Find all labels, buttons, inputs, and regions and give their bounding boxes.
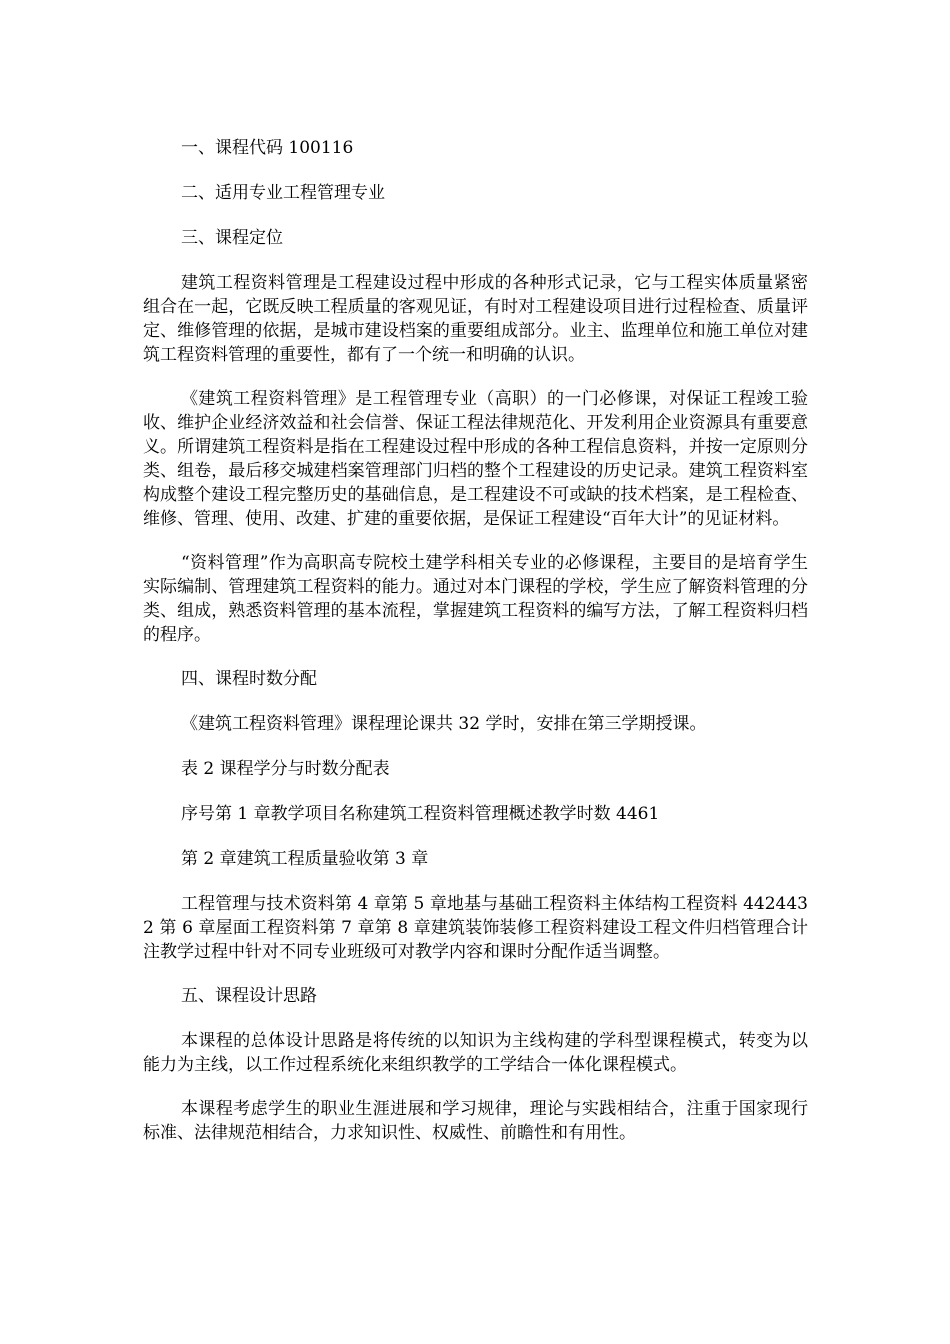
table-caption: 表 2 课程学分与时数分配表 — [181, 759, 390, 779]
body-paragraph: 本课程考虑学生的职业生涯进展和学习规律，理论与实践相结合，注重于国家现行标准、法律规范相结合，力求知识性、权威性、前瞻性和有用性。 — [143, 1099, 808, 1143]
section-heading-major: 二、适用专业工程管理专业 — [181, 183, 385, 203]
section-heading-positioning: 三、课程定位 — [181, 228, 283, 248]
section-heading-design: 五、课程设计思路 — [181, 986, 317, 1006]
body-paragraph: “资料管理”作为高职高专院校土建学科相关专业的必修课程，主要目的是培育学生实际编制、管理建筑工程资料的能力。通过对本门课程的学校，学生应了解资料管理的分类、组成，熟悉资料管理的基本流程，掌握建筑工程资料的编写方法，了解工程资料归档的程序。 — [143, 553, 808, 645]
table-text-line: 序号第 1 章教学项目名称建筑工程资料管理概述教学时数 4461 — [181, 804, 660, 824]
body-paragraph: 《建筑工程资料管理》是工程管理专业（高职）的一门必修课，对保证工程竣工验收、维护企业经济效益和社会信誉、保证工程法律规范化、开发利用企业资源具有重要意义。所谓建筑工程资料是指在工程建设过程中形成的各种工程信息资料，并按一定原则分类、组卷，最后移交城建档案管理部门归档的整个工程建设的历史记录。建筑工程资料室构成整个建设工程完整历史的基础信息，是工程建设不可或缺的技术档案，是工程检查、维修、管理、使用、改建、扩建的重要依据，是保证工程建设“百年大计”的见证材料。 — [143, 389, 808, 529]
section-heading-hours: 四、课程时数分配 — [181, 669, 317, 689]
document-page — [143, 136, 808, 1165]
body-paragraph: 本课程的总体设计思路是将传统的以知识为主线构建的学科型课程模式，转变为以能力为主线，以工作过程系统化来组织教学的工学结合一体化课程模式。 — [143, 1031, 808, 1075]
body-paragraph: 建筑工程资料管理是工程建设过程中形成的各种形式记录，它与工程实体质量紧密组合在一起，它既反映工程质量的客观见证，有时对工程建设项目进行过程检查、质量评定、维修管理的依据，是城市建设档案的重要组成部分。业主、监理单位和施工单位对建筑工程资料管理的重要性，都有了一个统一和明确的认识。 — [143, 273, 808, 365]
table-text-line: 第 2 章建筑工程质量验收第 3 章 — [181, 849, 429, 869]
table-text-paragraph: 工程管理与技术资料第 4 章第 5 章地基与基础工程资料主体结构工程资料 4424432 第 6 章屋面工程资料第 7 章第 8 章建筑装饰装修工程资料建设工程文件归档管理合计注教学过程中针对不同专业班级可对教学内容和课时分配作适当调整。 — [143, 894, 808, 962]
body-line: 《建筑工程资料管理》课程理论课共 32 学时，安排在第三学期授课。 — [181, 714, 707, 734]
section-heading-course-code: 一、课程代码 100116 — [181, 138, 354, 158]
